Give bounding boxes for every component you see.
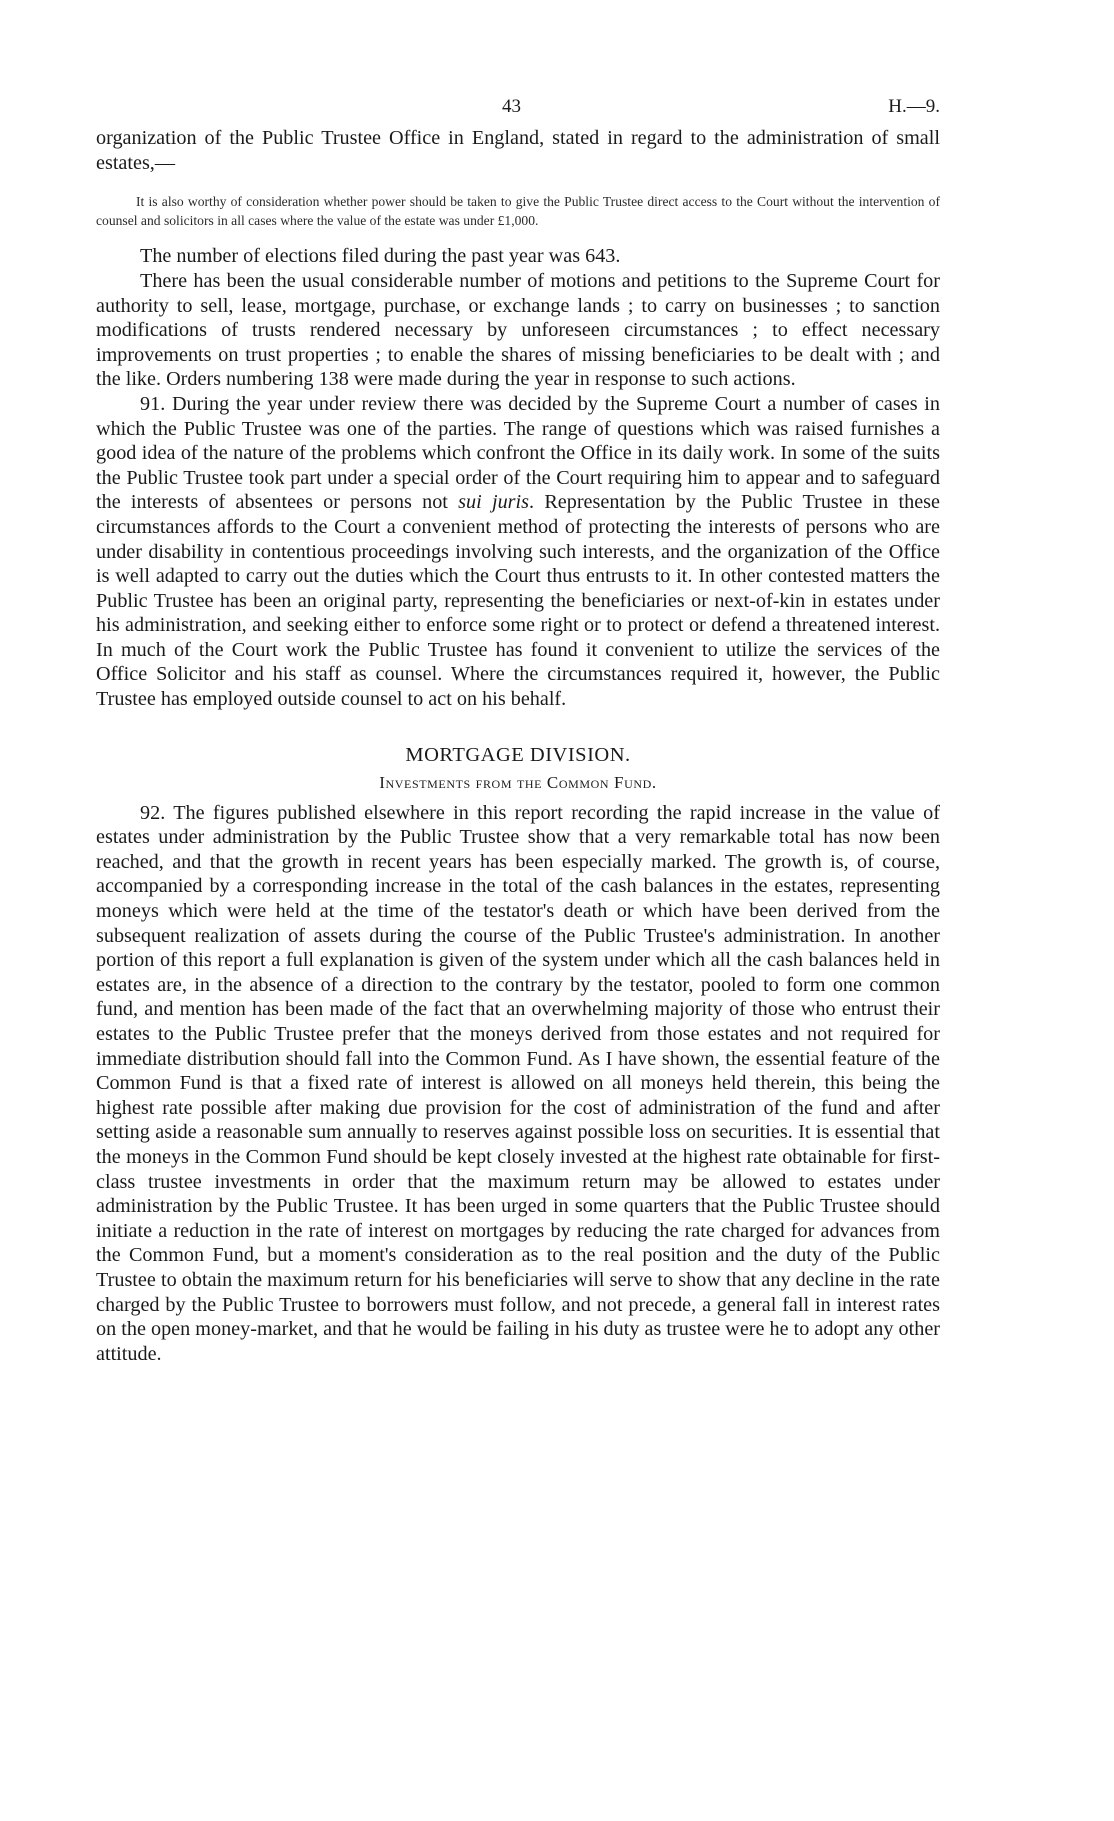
section-heading: MORTGAGE DIVISION. bbox=[405, 743, 631, 766]
block-quote: It is also worthy of consideration whether power should be taken to give the Public Trustee direct access to the Court without the intervention of counsel and solicitors in all cases where the value of the estate was under £1,000. bbox=[96, 194, 940, 228]
paragraph-elections: The number of elections filed during the past year was 643. bbox=[140, 245, 621, 268]
paragraph-91-text-b: . Representation by the Public Trustee in these circumstances affords to the Court a convenient method of protecting the interests of persons who are under disability in contentious proceedings involving such interests, and the organization of the Office is well adapted to carry out the duties which the Court thus entrusts to it. In other contested matters the Public Trustee has been an original party, representing the beneficiaries or next-of-kin in estates under his administration, and seeking either to enforce some right or to protect or defend a threatened interest. In much of the Court work the Public Trustee has found it convenient to utilize the services of the Office Solicitor and his staff as counsel. Where the circumstances required it, however, the Public Trustee has employed outside counsel to act on his behalf. bbox=[96, 491, 940, 711]
paragraph-92: 92. The figures published elsewhere in this report recording the rapid increase in the value of estates under administration by the Public Trustee show that a very remarkable total has now been reached, and that the growth in recent years has been especially marked. The growth is, of course, accompanied by a corresponding increase in the total of the cash balances in the estates, representing moneys which were held at the time of the testator's death or which have been derived from the subsequent realization of assets during the course of the Public Trustee's administration. In another portion of this report a full explanation is given of the system under which all the cash balances held in estates are, in the absence of a direction to the contrary by the testator, pooled to form one common fund, and mention has been made of the fact that an overwhelming majority of those who entrust their estates to the Public Trustee prefer that the moneys derived from those estates and not required for immediate distribution should fall into the Common Fund. As I have shown, the essential feature of the Common Fund is that a fixed rate of interest is allowed on all moneys held therein, this being the highest rate possible after making due provision for the cost of administration of the fund and after setting aside a reasonable sum annually to reserves against possible loss on securities. It is essential that the moneys in the Common Fund should be kept closely invested at the highest rate obtainable for first-class trustee investments in order that the maximum return may be allowed to estates under administration by the Public Trustee. It has been urged in some quarters that the Public Trustee should initiate a reduction in the rate of interest on mortgages by reducing the rate charged for advances from the Common Fund, but a moment's consideration as to the real position and the duty of the Public Trustee to obtain the maximum return for his beneficiaries will serve to show that any decline in the rate charged by the Public Trustee to borrowers must follow, and not precede, a general fall in interest rates on the open money-market, and that he would be failing in his duty as trustee were he to adopt any other attitude. bbox=[96, 801, 940, 1365]
section-subheading: Investments from the Common Fund. bbox=[379, 772, 657, 792]
page-header bbox=[96, 96, 940, 126]
document-reference: H.—9. bbox=[888, 96, 940, 117]
paragraph-91-italic: sui juris bbox=[458, 491, 530, 514]
page-number: 43 bbox=[502, 96, 521, 117]
paragraph-91 bbox=[96, 392, 940, 712]
intro-paragraph: organization of the Public Trustee Office in England, stated in regard to the administration of small estates,— bbox=[96, 127, 940, 174]
paragraph-91-text-a: 91. During the year under review there was decided by the Supreme Court a number of cases in which the Public Trustee was one of the parties. The range of questions which was raised furnishes a good idea of the nature of the problems which confront the Office in its daily work. In some of the suits the Public Trustee took part under a special order of the Court requiring him to appear and to safeguard the interests of absentees or persons not bbox=[96, 392, 940, 514]
document-page bbox=[96, 96, 940, 1366]
paragraph-motions: There has been the usual considerable number of motions and petitions to the Supreme Court for authority to sell, lease, mortgage, purchase, or exchange lands ; to carry on businesses ; to sanction modifications of trusts rendered necessary by unforeseen circumstances ; to effect necessary improvements on trust properties ; to enable the shares of missing beneficiaries to be dealt with ; and the like. Orders numbering 138 were made during the year in response to such actions. bbox=[96, 269, 940, 391]
